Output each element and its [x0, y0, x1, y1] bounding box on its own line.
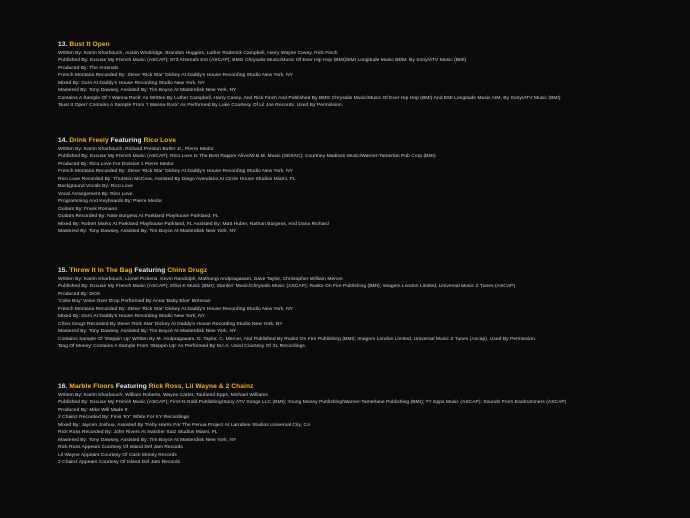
- track-name: Throw It In The Bag: [69, 267, 133, 274]
- credit-line: Guitars By: Frank Romano: [58, 206, 118, 212]
- credit-line: Background Vocals By: Rico Love: [58, 184, 133, 190]
- track-title: [58, 267, 648, 275]
- featured-artist: Chinx Drugz: [167, 267, 208, 274]
- credit-line: 2 Chainz Recorded By: Finis 'KY' White For KY Recordings: [58, 415, 189, 421]
- credit-line: 'Coke Boy' Voice Over Drop Performed By Anna 'Baby Blue' Brennan: [58, 299, 211, 305]
- track-title: [58, 41, 648, 49]
- track-number: 14.: [58, 137, 68, 144]
- credit-line: Rick Ross Recorded By: John Rivers At Swisher Sutz Studios Miami, FL: [58, 430, 218, 436]
- featuring-word: Featuring: [134, 267, 166, 274]
- credit-line: Produced By: Rico Love For Division 1 Pierre Medor: [58, 161, 174, 167]
- credit-line: Published By: Excuse My French Music (ASCAP); 973 Arsenals Ent (ASCAP); BMG Chrysalis Music/Music Of Ever Hip Hop (BMI)/EMI Longitude Music BDM. By Sony/ATV Music (BMI): [58, 58, 467, 64]
- credit-line: Published By: Excuse My French Music (ASCAP); First-N-Gold Publishing/Sony ATV Songs LLC (BMI); Young Money Publishing/Warner-Tamerlane Publishing (BMI); TY Epps Music (ASCAP); Sounds From Eardrummers (ASCAP): [58, 400, 567, 406]
- credit-line: Written By: Karim Kharbouch, Richard Preston Butler Jr., Pierre Medor: [58, 147, 214, 152]
- credit-line: Mixed By: Duro At Daddy's House Recording Studio New York, NY: [58, 80, 205, 86]
- credit-line: Published By: Excuse My French Music (ASCAP); Rico Love Is The Best Rapper Alive/W.B.M. Music (SESAC); Courtney Madison Music/Warner-Tamerlan Pub Corp (BMI): [58, 154, 436, 160]
- credit-line: Lil Wayne Appears Courtesy Of Cash Money Records: [58, 452, 177, 458]
- credit-line: Published By: Excuse My French Music (ASCAP); Elliot K Music (BMI); Stankin' Music/Chrysalis Music (ASCAP); Rusko On Fire Publishing (BMI); Imagem London Limited, Universal Music Z Tunes (ASCAP): [58, 284, 516, 290]
- track-13-credits: [58, 41, 648, 110]
- track-number: 16.: [58, 383, 68, 390]
- track-name: Drink Freely: [69, 137, 109, 144]
- track-number: 13.: [58, 41, 68, 48]
- credit-line: Programming And Keyboards By: Pierre Medor: [58, 199, 163, 205]
- track-16-credits: [58, 383, 648, 467]
- credit-line: Vocal Arrangement By: Rico Love: [58, 191, 133, 197]
- credit-line: Mastered By: Tony Dawsey, Assisted By: Tim Boyce At Masterdisk New York, NY: [58, 437, 237, 443]
- credit-line: French Montana Recorded By: Steve 'Rick Star' Dickey At Daddy's House Recording Studio New York, NY: [58, 73, 293, 79]
- track-name: Bust It Open: [69, 41, 110, 48]
- track-number: 15.: [58, 267, 68, 274]
- credit-line: Contains A Sample Of 'I Wanna Rock' As Written By Luther Campbell, Harry Casey, And Rick Finch And Published By BMG Chrysalis Music/Music Of Ever Hip Hop (BMI) And EMI Longitude Music AIM, By Sony/ATV Music (BMI): [58, 95, 561, 101]
- credit-line: Chinx Drugz Recorded By Steve 'Rick Star' Dickey At Daddy's House Recording Studio New York, NY: [58, 321, 283, 327]
- credit-line: French Montana Recorded By: Steve 'Rick Star' Dickey At Daddy's House Recording Studio New York, NY: [58, 169, 293, 175]
- featured-artist: Rick Ross, Lil Wayne & 2 Chainz: [148, 383, 254, 390]
- featured-artist: Rico Love: [143, 137, 176, 144]
- track-title: [58, 137, 648, 145]
- credit-line: Mastered By: Tony Dawsey, Assisted By: Tim Boyce At Masterdisk New York, NY: [58, 329, 237, 335]
- credit-line: 2 Chainz Appears Courtesy Of Island Def Jam Records: [58, 460, 181, 466]
- track-title: [58, 383, 648, 391]
- credit-line: Rico Love Recorded By: Thurston McCrea, Assisted By Diego Avendano At Circle House Studios Miami, FL: [58, 176, 296, 182]
- credit-line: Written By: Karim Kharbouch, William Roberts, Wayne Carter, Tauheed Epps, Michael Williams: [58, 393, 268, 398]
- track-14-credits: [58, 137, 648, 235]
- credit-line: Rick Ross Appears Courtesy Of Island Def Jam Records: [58, 445, 183, 451]
- credit-line: Mastered By: Tony Dawsey, Assisted By: Tim Boyce At Masterdisk New York, NY: [58, 88, 237, 94]
- credit-line: Produced By: Mike Will Made It: [58, 407, 128, 413]
- track-15-credits: [58, 267, 648, 351]
- credit-line: Mixed By: Duro At Daddy's House Recording Studio New York, NY: [58, 314, 205, 320]
- credit-line: Mixed By: Robert Marks At Parkland Playhouse Parkland, FL Assisted By: Matt Huber, Nathan Burgess, And Dana Richard: [58, 221, 329, 227]
- credit-line: 'Bag Of Money' Contains A Sample From 'Steppin Up' As Performed By M.I.A. Used Courtesy Of XL Recordings.: [58, 344, 307, 350]
- featuring-word: Featuring: [115, 383, 147, 390]
- credit-line: Produced By: The Arsenals: [58, 65, 119, 71]
- credit-line: Guitars Recorded By: Nate Burgess At Parkland Playhouse Parkland, FL: [58, 214, 219, 220]
- credit-line: Mixed By: Jaycen Joshua, Assisted By Trehy Harris For The Penua Project At Larrabee Studios Universal City, CA: [58, 422, 311, 428]
- credit-line: Produced By: DOS: [58, 291, 101, 297]
- credit-line: Contains Sample Of 'Steppin Up' Written By M. Arulpragasam, D. Taylor, C. Mercer, And Published By Rusko On Fire Publishing (BMI); Imagem London Limited, Universal Music Z Tunes (Ascap). Used By Permission.: [58, 336, 537, 342]
- credit-line: French Montana Recorded By: Steve 'Rick Star' Dickey At Daddy's House Recording Studio New York, NY: [58, 306, 293, 312]
- credit-line: Written By: Karim Kharbouch, Lionel Pickens, Kevin Randolph, Mathangi Arulpragasam, Dave Taylor, Christopher William Mercer.: [58, 277, 344, 282]
- credit-line: 'Bust It Open' Contains A Sample From 'I Wanna Rock' As Performed By Luke Courtesy Of Lil Joe Records. Used By Permission.: [58, 103, 343, 109]
- featuring-word: Featuring: [110, 137, 142, 144]
- credit-line: Mastered By: Tony Dawsey, Assisted By: Tim Boyce At Masterdisk New York, NY: [58, 228, 237, 234]
- track-name: Marble Floors: [69, 383, 114, 390]
- credit-line: Written By: Karim Kharbouch, Austin Woolridge, Brandon Huggins, Luther Roderick Campbell, Harry Wayne Casey, Rick Finch: [58, 51, 338, 56]
